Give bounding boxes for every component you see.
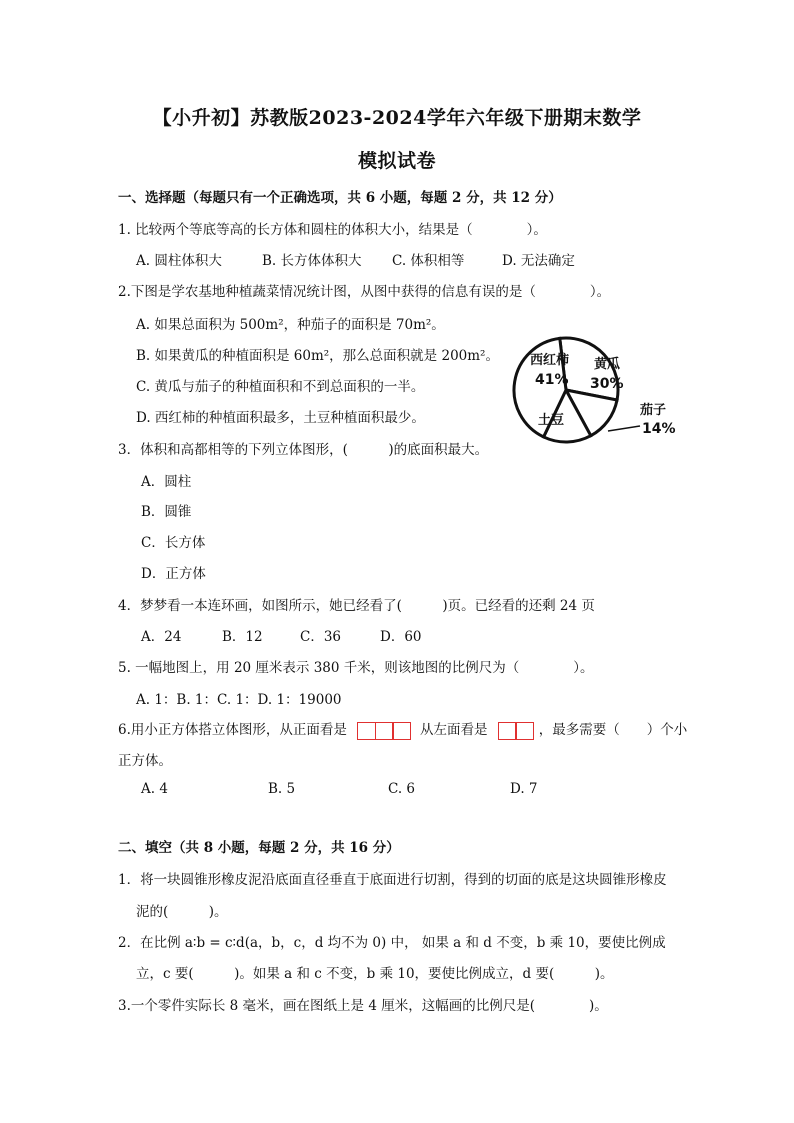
q1-stem: 1. 比较两个等底等高的长方体和圆柱的体积大小，结果是（ ）。 [118, 222, 547, 238]
fill-q2-line1: 2．在比例 a∶b = c∶d(a，b，c，d 均不为 0) 中， 如果 a 和 d 不变，b 乘 10，要使比例成 [118, 935, 666, 951]
q6-option-a: A. 4 [141, 781, 168, 797]
q2-option-c: C. 黄瓜与茄子的种植面积和不到总面积的一半。 [136, 379, 425, 395]
exam-title-line2: 模拟试卷 [357, 150, 436, 172]
vegetable-pie-chart [508, 328, 688, 448]
q3-option-a: A．圆柱 [141, 474, 192, 490]
exam-title-line1: 【小升初】苏教版2023-2024学年六年级下册期末数学 [152, 107, 642, 129]
fill-q1-line1: 1．将一块圆锥形橡皮泥沿底面直径垂直于底面进行切割，得到的切面的底是这块圆锥形橡皮 [118, 872, 667, 888]
q4-option-d: D．60 [380, 629, 422, 645]
pie-label-cucumber-name: 黄瓜 [594, 357, 621, 372]
q2-stem: 2.下图是学农基地种植蔬菜情况统计图，从图中获得的信息有误的是（ ）。 [118, 284, 611, 300]
q6-stem-a: 6.用小正方体搭立体图形，从正面看是 [118, 722, 347, 738]
pie-label-eggplant-value: 14% [642, 421, 676, 437]
front-view-figure [357, 722, 410, 740]
q6-stem-cont: 正方体。 [118, 753, 172, 769]
fill-q1-line2: 泥的( )。 [136, 904, 228, 920]
pie-label-tomato-name: 西红柿 [530, 353, 570, 368]
q6-option-d: D. 7 [510, 781, 538, 797]
left-view-square [498, 722, 517, 740]
q1-option-b: B. 长方体体积大 [262, 253, 362, 269]
q5-stem: 5. 一幅地图上，用 20 厘米表示 380 千米，则该地图的比例尺为（ ）。 [118, 660, 594, 676]
pie-label-tomato-value: 41% [535, 372, 569, 388]
q6-option-c: C. 6 [388, 781, 416, 797]
q1-option-c: C. 体积相等 [392, 253, 465, 269]
q3-stem: 3．体积和高都相等的下列立体图形，( )的底面积最大。 [118, 442, 489, 458]
fill-q2-line2: 立，c 要( )。如果 a 和 c 不变，b 乘 10，要使比例成立，d 要( )。 [136, 966, 614, 982]
pie-leader-line [608, 426, 640, 431]
q3-option-b: B．圆锥 [141, 504, 192, 520]
q3-option-c: C．长方体 [141, 535, 206, 551]
q1-option-d: D. 无法确定 [502, 253, 575, 269]
front-view-square [392, 722, 411, 740]
q2-option-b: B. 如果黄瓜的种植面积是 60m²，那么总面积就是 200m²。 [136, 348, 499, 364]
section2-heading: 二、填空（共 8 小题，每题 2 分，共 16 分） [118, 840, 400, 856]
q6-option-b: B. 5 [268, 781, 296, 797]
pie-label-eggplant-name: 茄子 [640, 403, 667, 418]
front-view-square [357, 722, 376, 740]
front-view-square [375, 722, 394, 740]
q6-stem [118, 718, 687, 740]
q6-stem-c: ，最多需要（ ）个小 [538, 722, 688, 738]
q4-stem: 4．梦梦看一本连环画，如图所示，她已经看了( )页。已经看的还剩 24 页 [118, 598, 595, 614]
fill-q3: 3.一个零件实际长 8 毫米，画在图纸上是 4 厘米，这幅画的比例尺是( )。 [118, 998, 608, 1014]
left-view-square [515, 722, 534, 740]
q3-option-d: D．正方体 [141, 566, 206, 582]
q4-option-a: A．24 [141, 629, 182, 645]
q2-option-d: D. 西红柿的种植面积最多，土豆种植面积最少。 [136, 410, 425, 426]
q2-option-a: A. 如果总面积为 500m²，种茄子的面积是 70m²。 [136, 317, 445, 333]
pie-label-potato-name: 土豆 [538, 413, 565, 428]
q4-option-c: C．36 [300, 629, 342, 645]
q6-stem-b: 从左面看是 [419, 722, 488, 738]
left-view-figure [498, 722, 533, 740]
q5-options: A. 1：B. 1：C. 1：D. 1：19000 [136, 692, 342, 708]
q1-option-a: A. 圆柱体积大 [136, 253, 222, 269]
section1-heading: 一、选择题（每题只有一个正确选项，共 6 小题，每题 2 分，共 12 分） [118, 190, 562, 206]
q4-option-b: B．12 [222, 629, 263, 645]
pie-label-cucumber-value: 30% [590, 376, 624, 392]
